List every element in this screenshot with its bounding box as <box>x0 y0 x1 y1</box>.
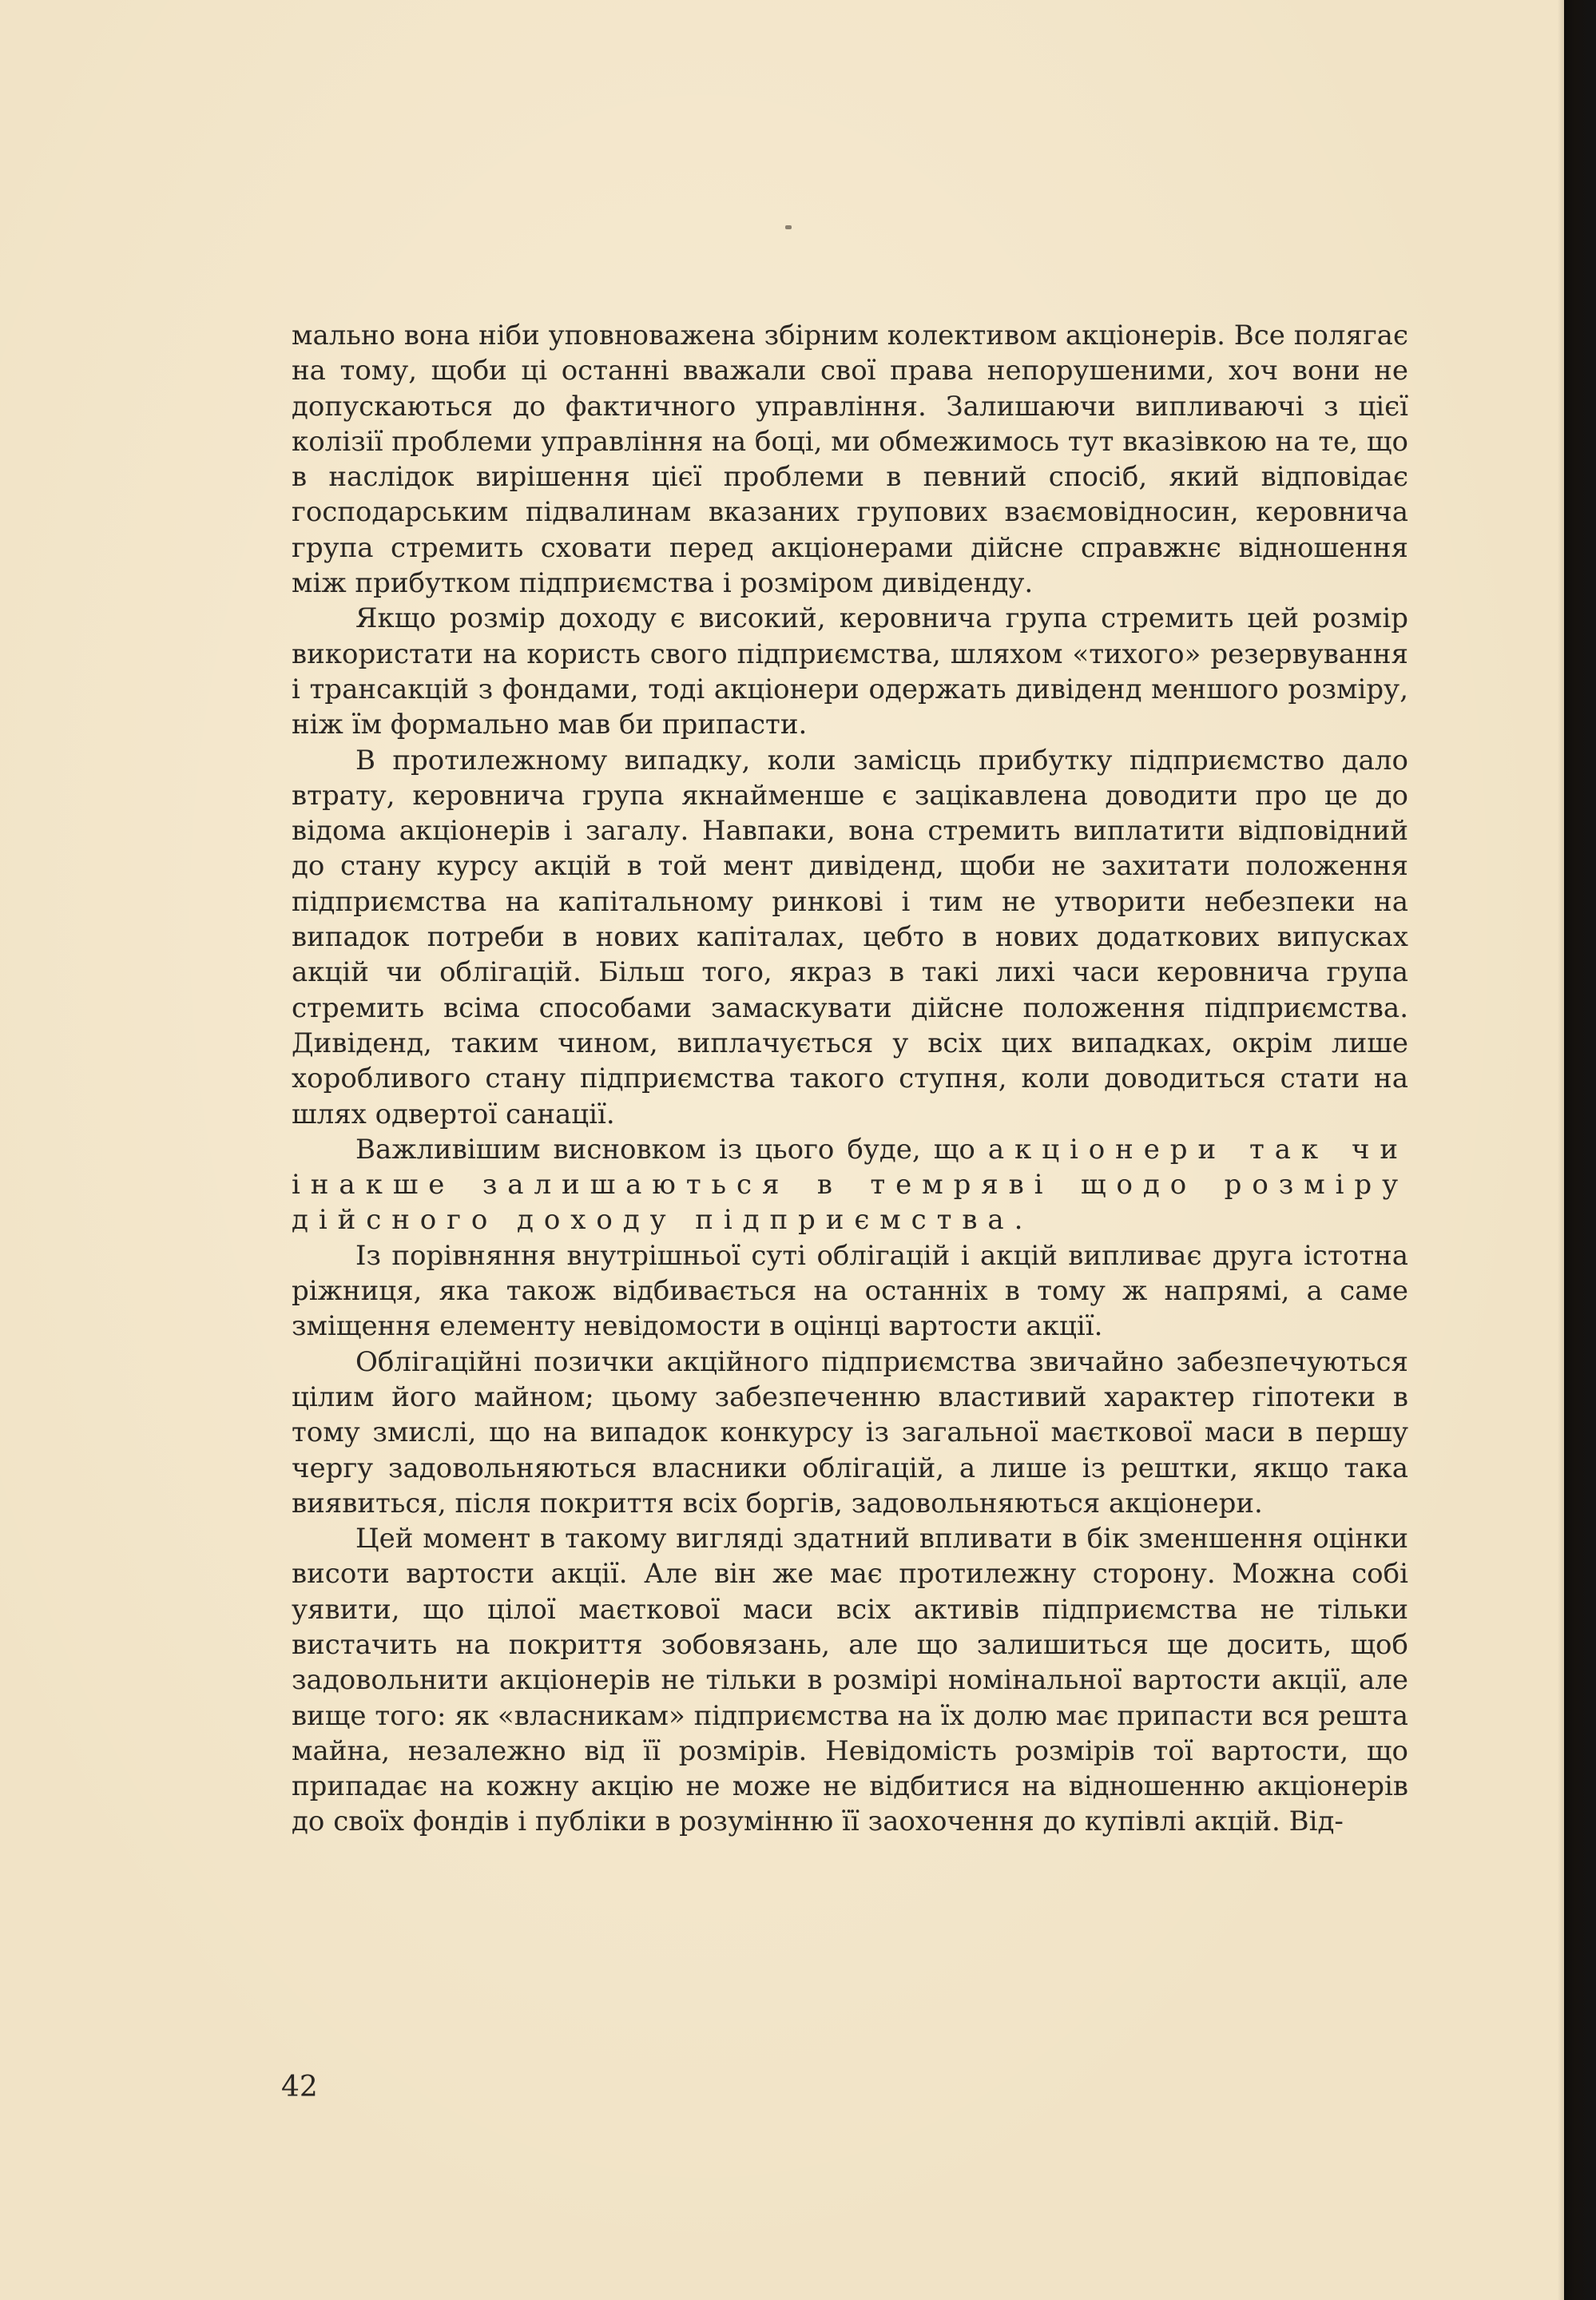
paragraph: Цей момент в такому вигляді здатний впливати в бік зменшення оцінки висоти вартости акції. Але він же має протилежну сторону. Можна собі уявити, що цілої маєткової маси всіх активів підприємства не тільки вистачить на покриття зобовязань, але що залишиться ще досить, щоб задовольнити акціонерів не тільки в розмірі номінальної вартости акції, але вище того: як «власникам» підприємства на їх долю має припасти вся решта майна, незалежно від її розмірів. Невідомість розмірів тої вартости, що припадає на кожну акцію не може не відбитися на відношенню акціонерів до своїх фондів і публіки в розумінню її заохочення до купівлі акцій. Від- <box>292 1523 1408 1838</box>
paragraph: Якщо розмір доходу є високий, керовнича група стремить цей розмір використати на користь свого підприємства, шляхом «тихого» резервування і трансакцій з фондами, тоді акціонери одержать дивіденд меншого розміру, ніж їм формально мав би припасти. <box>292 602 1408 741</box>
paragraph-continued: мально вона ніби уповноважена збірним колективом акціонерів. Все полягає на тому, щоби ці останні вважали свої права непорушеними, хоч вони не допускаються до фактичного управління. Залишаючи випливаючі з цієї колізії проблеми управління на боці, ми обмежимось тут вказівкою на те, що в наслідок вирішення цієї проблеми в певний спосіб, який відповідає господарським підвалинам вказаних групових взаємовідносин, керовнича група стремить сховати перед акціонерами дійсне справжнє відношення між прибутком підприємства і розміром дивіденду. <box>292 320 1409 600</box>
print-mark <box>785 225 792 229</box>
page-number: 42 <box>281 2071 318 2103</box>
conclusion-emphasis: акціонери так чи інакше залишаються в темряві щодо розміру дійсного доходу підприємства. <box>292 1133 1408 1237</box>
body-text <box>292 318 1408 1840</box>
conclusion-paragraph <box>292 1132 1408 1238</box>
paragraph: Облігаційні позички акційного підприємства звичайно забезпечуються цілим його майном; цьому забезпеченню властивий характер гіпотеки в тому змислі, що на випадок конкурсу із загальної маєткової маси в першу чергу задовольняються власники облігацій, а лише із рештки, якщо така виявиться, після покриття всіх боргів, задовольняються акціонери. <box>292 1345 1408 1519</box>
page-edge-shadow <box>1558 0 1596 2300</box>
conclusion-lead: Важливішим висновком із цього буде, що <box>355 1133 975 1166</box>
paragraph: В протилежному випадку, коли замісць прибутку підприємство дало втрату, керовнича група якнайменше є зацікавлена доводити про це до відома акціонерів і загалу. Навпаки, вона стремить виплатити відповідний до стану курсу акцій в той мент дивіденд, щоби не захитати положення підприємства на капітальному ринкові і тим не утворити небезпеки на випадок потреби в нових капіталах, цебто в нових додаткових випусках акцій чи облігацій. Більш того, якраз в такі лихі часи керовнича група стремить всіма способами замаскувати дійсне положення підприємства. Дивіденд, таким чином, виплачується у всіх цих випадках, окрім лише хоробливого стану підприємства такого ступня, коли доводиться стати на шлях одвертої санації. <box>292 744 1408 1130</box>
paragraph: Із порівняння внутрішньої суті облігацій і акцій випливає друга істотна ріжниця, яка також відбивається на останніх в тому ж напрямі, а саме зміщення елементу невідомости в оцінці вартости акції. <box>292 1239 1408 1343</box>
